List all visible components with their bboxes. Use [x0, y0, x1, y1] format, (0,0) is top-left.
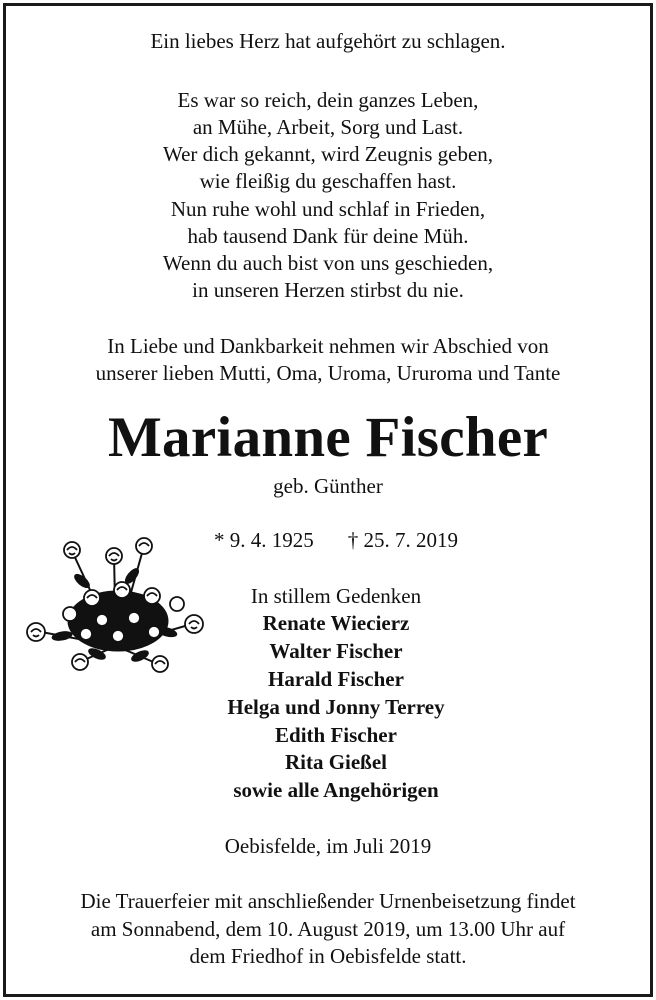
- mourner-name: Rita Gießel: [284, 750, 388, 774]
- place-date: Oebisfelde, im Juli 2019: [224, 834, 432, 858]
- deceased-name: Marianne Fischer: [107, 406, 549, 469]
- poem-line: Es war so reich, dein ganzes Leben,: [177, 88, 479, 112]
- poem-line: Wer dich gekannt, wird Zeugnis geben,: [162, 142, 494, 166]
- farewell-line: unserer lieben Mutti, Oma, Uroma, Ururoma und Tante: [95, 361, 561, 385]
- poem-line: Wenn du auch bist von uns geschieden,: [162, 251, 494, 275]
- poem-line: wie fleißig du geschaffen hast.: [199, 169, 457, 193]
- farewell-line: In Liebe und Dankbarkeit nehmen wir Abschied von: [107, 334, 549, 358]
- mourner-name: Renate Wiecierz: [262, 611, 410, 635]
- birth-name: geb. Günther: [273, 474, 383, 498]
- poem-line: Nun ruhe wohl und schlaf in Frieden,: [170, 197, 486, 221]
- birth-date: * 9. 4. 1925: [214, 528, 314, 552]
- poem-line: an Mühe, Arbeit, Sorg und Last.: [192, 115, 464, 139]
- mourner-name: sowie alle Angehörigen: [233, 778, 439, 802]
- mourner-name: Edith Fischer: [275, 723, 397, 747]
- mourner-name: Helga und Jonny Terrey: [227, 695, 445, 719]
- poem-line: hab tausend Dank für deine Müh.: [187, 224, 469, 248]
- funeral-notice-line: Die Trauerfeier mit anschließender Urnenbeisetzung findet: [80, 889, 576, 913]
- funeral-notice-line: am Sonnabend, dem 10. August 2019, um 13.00 Uhr auf: [90, 917, 566, 941]
- funeral-notice-line: dem Friedhof in Oebisfelde statt.: [189, 944, 467, 968]
- opening-line: Ein liebes Herz hat aufgehört zu schlagen.: [150, 29, 506, 53]
- death-date: † 25. 7. 2019: [347, 528, 458, 552]
- mourner-name: Walter Fischer: [269, 639, 403, 663]
- poem-line: in unseren Herzen stirbst du nie.: [192, 278, 464, 302]
- mourners-intro: In stillem Gedenken: [250, 584, 422, 608]
- mourner-name: Harald Fischer: [268, 667, 404, 691]
